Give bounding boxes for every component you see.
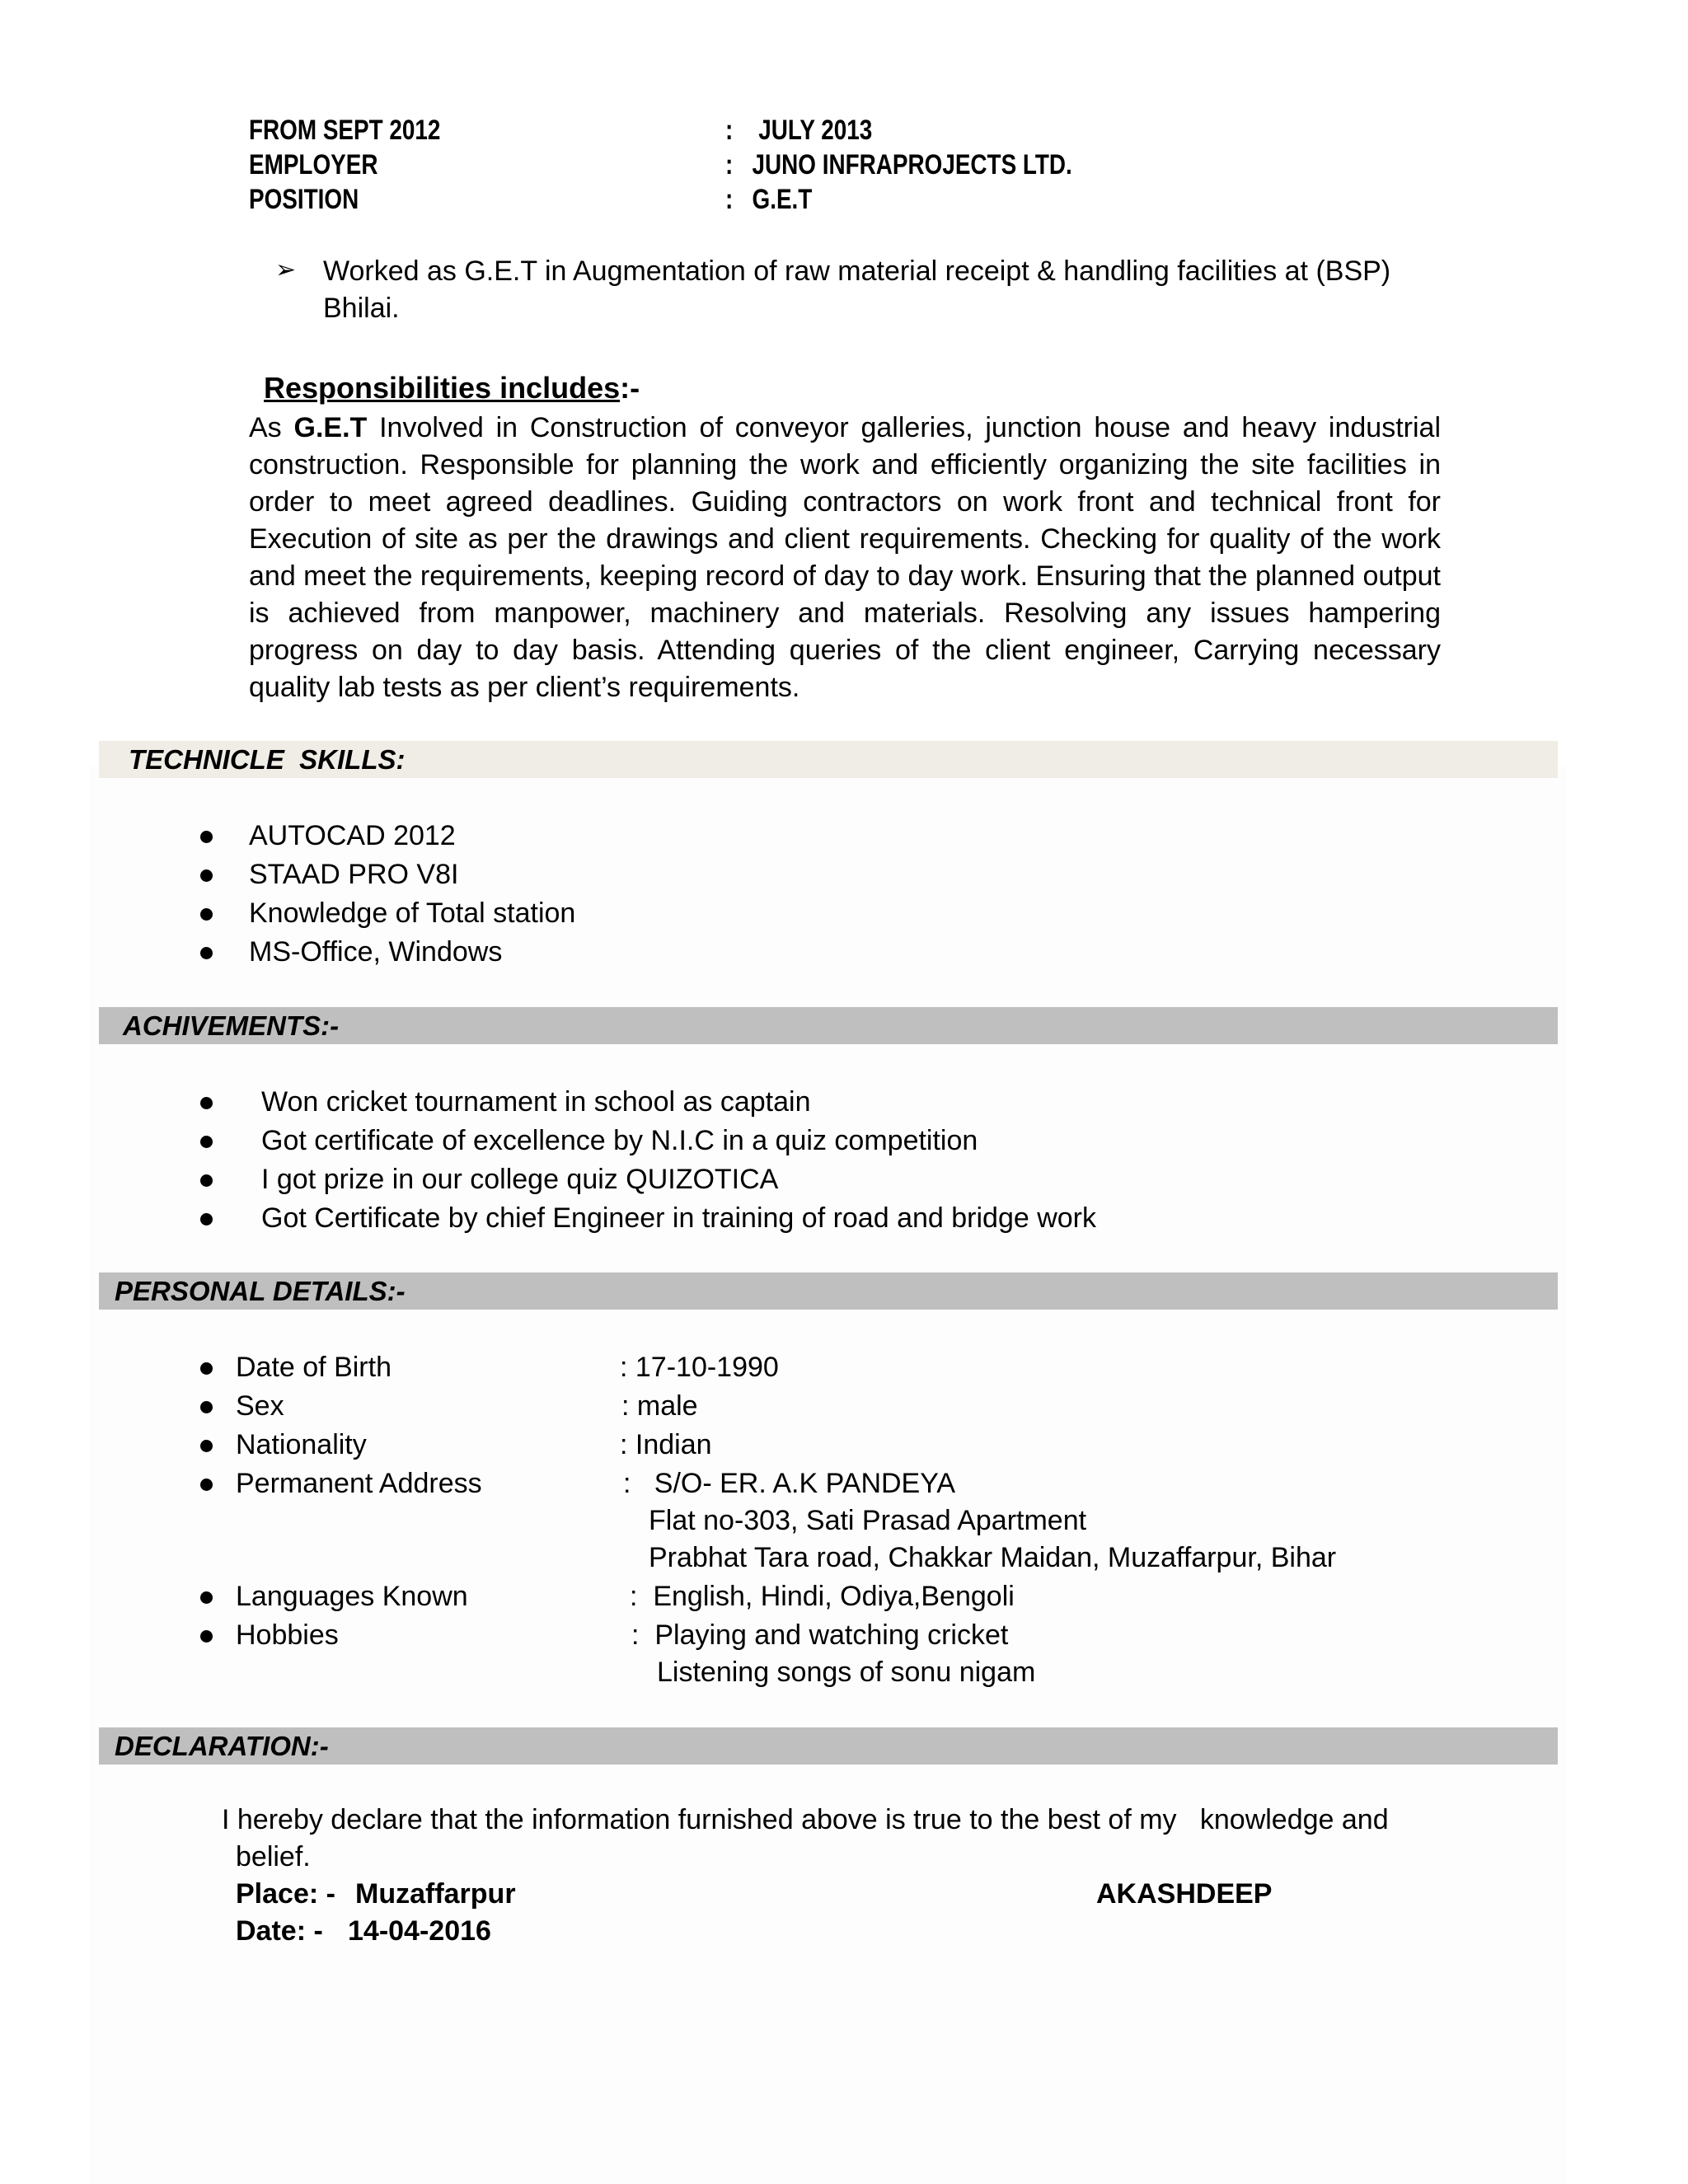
bullet-dot-icon <box>200 908 213 921</box>
responsibilities-prefix: As <box>249 412 294 443</box>
arrow-bullet-icon: ➢ <box>275 256 297 284</box>
bullet-dot-icon <box>200 1213 213 1226</box>
bullet-dot-icon <box>200 1479 213 1491</box>
place-value: Muzaffarpur <box>355 1878 516 1910</box>
work-description-line2: Bhilai. <box>323 293 400 324</box>
declaration-line2: belief. <box>236 1841 311 1872</box>
dob-label: Date of Birth <box>236 1352 392 1383</box>
place-label: Place: - <box>236 1878 335 1910</box>
from-value: : JULY 2013 <box>725 115 873 146</box>
hobbies-value-line2: Listening songs of sonu nigam <box>657 1657 1036 1688</box>
languages-value: : English, Hindi, Odiya,Bengoli <box>630 1581 1015 1612</box>
achievement-item: I got prize in our college quiz QUIZOTICA <box>261 1164 779 1195</box>
nationality-label: Nationality <box>236 1429 367 1460</box>
bullet-dot-icon <box>200 1362 213 1375</box>
declaration-title: DECLARATION:- <box>115 1731 329 1761</box>
address-value-line3: Prabhat Tara road, Chakkar Maidan, Muzaffarpur, Bihar <box>649 1542 1337 1573</box>
responsibilities-heading-suffix: :- <box>620 371 640 405</box>
employer-value: : JUNO INFRAPROJECTS LTD. <box>725 149 1072 180</box>
skill-item: AUTOCAD 2012 <box>249 820 456 851</box>
address-value-line1: : S/O- ER. A.K PANDEYA <box>623 1468 956 1499</box>
responsibilities-paragraph <box>249 410 1441 706</box>
achievements-section-bar <box>99 1007 1558 1044</box>
position-label: POSITION <box>249 184 359 215</box>
bullet-dot-icon <box>200 869 213 882</box>
date-label: Date: - <box>236 1915 323 1947</box>
responsibilities-heading-text: Responsibilities includes <box>264 371 621 405</box>
bullet-dot-icon <box>200 1401 213 1413</box>
address-value-line2: Flat no-303, Sati Prasad Apartment <box>649 1505 1087 1536</box>
skills-title: TECHNICLE SKILLS: <box>129 744 406 775</box>
skill-item: STAAD PRO V8I <box>249 859 459 890</box>
responsibilities-text: Involved in Construction of conveyor galleries, junction house and heavy industrial construction. Responsible for planning the work and efficiently organizing the site facilities in order to meet agreed deadlines. Guiding contractors on work front and technical front for Execution of site as per the drawings and client requirements. Checking for quality of the work and meet the requirements, keeping record of day to day work. Ensuring that the planned output is achieved from manpower, machinery and materials. Resolving any issues hampering progress on day to day basis. Attending queries of the client engineer, Carrying necessary quality lab tests as per client’s requirements. <box>249 412 1441 703</box>
sex-label: Sex <box>236 1390 284 1422</box>
personal-title: PERSONAL DETAILS:- <box>115 1276 406 1306</box>
from-label: FROM SEPT 2012 <box>249 115 441 146</box>
hobbies-label: Hobbies <box>236 1619 339 1651</box>
declaration-section-bar <box>99 1727 1558 1765</box>
bullet-dot-icon <box>200 1174 213 1187</box>
bullet-dot-icon <box>200 1591 213 1604</box>
achievement-item: Got Certificate by chief Engineer in training of road and bridge work <box>261 1202 1096 1234</box>
bullet-dot-icon <box>200 831 213 843</box>
bullet-dot-icon <box>200 947 213 959</box>
bullet-dot-icon <box>200 1136 213 1148</box>
signature-name: AKASHDEEP <box>1096 1878 1273 1910</box>
dob-value: : 17-10-1990 <box>620 1352 779 1383</box>
personal-section-bar <box>99 1272 1558 1310</box>
responsibilities-role: G.E.T <box>293 412 368 443</box>
languages-label: Languages Known <box>236 1581 468 1612</box>
skill-item: MS-Office, Windows <box>249 936 503 968</box>
bullet-dot-icon <box>200 1440 213 1452</box>
date-value: 14-04-2016 <box>348 1915 491 1947</box>
employer-label: EMPLOYER <box>249 149 378 180</box>
nationality-value: : Indian <box>620 1429 712 1460</box>
sex-value: : male <box>621 1390 698 1422</box>
achievement-item: Won cricket tournament in school as captain <box>261 1086 811 1118</box>
achievement-item: Got certificate of excellence by N.I.C in a quiz competition <box>261 1125 978 1156</box>
skill-item: Knowledge of Total station <box>249 898 576 929</box>
skills-section-bar <box>99 741 1558 778</box>
work-description-line1: Worked as G.E.T in Augmentation of raw material receipt & handling facilities at (BSP) <box>323 255 1391 287</box>
position-value: : G.E.T <box>725 184 813 215</box>
declaration-line1: I hereby declare that the information furnished above is true to the best of my knowledge and <box>222 1804 1389 1835</box>
achievements-title: ACHIVEMENTS:- <box>123 1010 340 1041</box>
bullet-dot-icon <box>200 1097 213 1109</box>
hobbies-value-line1: : Playing and watching cricket <box>631 1619 1009 1651</box>
responsibilities-heading <box>264 370 640 406</box>
bullet-dot-icon <box>200 1630 213 1643</box>
address-label: Permanent Address <box>236 1468 482 1499</box>
